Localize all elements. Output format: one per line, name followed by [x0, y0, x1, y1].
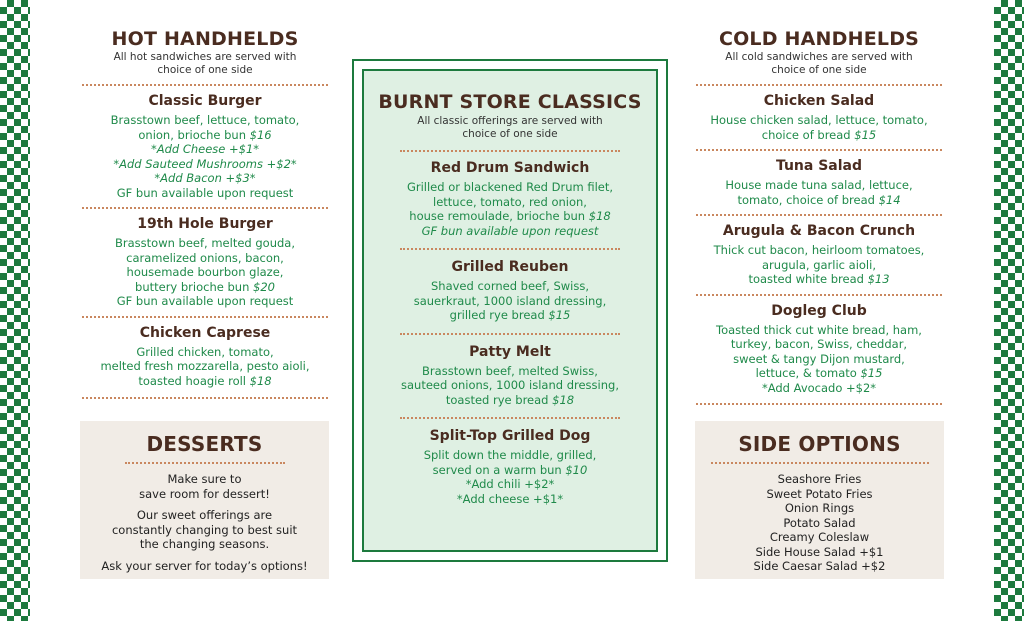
divider: [696, 214, 942, 216]
list-item: Side House Salad +$1: [755, 544, 884, 559]
cold-handhelds-title: COLD HANDHELDS: [718, 28, 920, 50]
side-options-box: [695, 421, 944, 579]
divider: [125, 462, 285, 464]
price: $18: [588, 209, 611, 223]
menu-item-chicken-salad: Chicken Salad House chicken salad, lettuce, tomato, choice of bread $15: [710, 93, 928, 142]
menu-item-19th-hole-burger: 19th Hole Burger Brasstown beef, melted gouda, caramelized onions, bacon, housemade bourbon glaze, buttery brioche bun $20 GF bun available upon request: [115, 216, 295, 308]
classics-title: BURNT STORE CLASSICS: [378, 91, 642, 113]
menu-item-chicken-caprese: Chicken Caprese Grilled chicken, tomato, melted fresh mozzarella, pesto aioli, toasted hoagie roll $18: [100, 324, 310, 388]
price: $20: [253, 279, 275, 294]
classics-subtitle: All classic offerings are served with choice of one side: [417, 115, 603, 140]
divider: [696, 149, 942, 151]
menu-item-tuna-salad: Tuna Salad House made tuna salad, lettuce, tomato, choice of bread $14: [725, 158, 913, 207]
menu-item-patty-melt: Patty Melt Brasstown beef, melted Swiss, sauteed onions, 1000 island dressing, toasted rye bread $18: [401, 343, 619, 407]
divider: [711, 462, 929, 464]
price: $15: [548, 308, 571, 322]
divider: [82, 84, 328, 86]
price: $16: [249, 127, 272, 142]
price: $15: [860, 366, 883, 380]
classics-section: [362, 69, 658, 552]
desserts-title: DESSERTS: [146, 432, 263, 456]
menu-item-arugula-bacon-crunch: Arugula & Bacon Crunch Thick cut bacon, heirloom tomatoes, arugula, garlic aioli, toasted white bread $13: [713, 223, 925, 286]
menu-item-red-drum-sandwich: Red Drum Sandwich Grilled or blackened Red Drum filet, lettuce, tomato, red onion, house remoulade, brioche bun $18 GF bun available upon request: [406, 160, 614, 238]
divider: [82, 316, 328, 318]
price: $18: [552, 392, 575, 407]
price: $10: [565, 462, 588, 477]
hot-handhelds-section: [80, 28, 330, 406]
divider: [82, 397, 328, 399]
price: $14: [878, 192, 901, 207]
divider: [400, 248, 620, 250]
hot-handhelds-title: HOT HANDHELDS: [111, 28, 299, 50]
checker-border-left: [0, 0, 30, 621]
side-options-title: SIDE OPTIONS: [738, 432, 901, 456]
menu-item-dogleg-club: Dogleg Club Toasted thick cut white bread, ham, turkey, bacon, Swiss, cheddar, sweet & tangy Dijon mustard, lettuce, & tomato $15 *Add Avocado +$2*: [716, 302, 922, 395]
menu-item-grilled-reuben: Grilled Reuben Shaved corned beef, Swiss, sauerkraut, 1000 island dressing, grilled rye bread $15: [413, 259, 607, 322]
price: $13: [867, 272, 890, 286]
checker-border-right: [994, 0, 1024, 621]
cold-handhelds-section: [694, 28, 944, 412]
price: $18: [249, 373, 272, 388]
list-item: Onion Rings: [784, 501, 855, 515]
divider: [696, 403, 942, 405]
list-item: Creamy Coleslaw: [769, 530, 870, 544]
menu-item-classic-burger: Classic Burger Brasstown beef, lettuce, tomato, onion, brioche bun $16 *Add Cheese +$1* *Add Sauteed Mushrooms +$2* *Add Bacon +$3* GF bun available upon request: [110, 93, 300, 200]
divider: [696, 84, 942, 86]
price: $15: [854, 127, 877, 142]
side-options-list: [695, 472, 944, 574]
cold-handhelds-subtitle: All cold sandwiches are served with choice of one side: [725, 51, 913, 76]
divider: [400, 417, 620, 419]
divider: [696, 294, 942, 296]
divider: [400, 150, 620, 152]
list-item: Side Caesar Salad +$2: [753, 559, 886, 573]
list-item: Sweet Potato Fries: [766, 486, 873, 501]
desserts-box: DESSERTS Make sure to save room for dessert! Our sweet offerings are constantly changing to best suit the changing seasons. Ask your server for today’s options!: [80, 421, 329, 579]
list-item: Potato Salad: [783, 515, 856, 530]
divider: [400, 333, 620, 335]
list-item: Seashore Fries: [777, 472, 862, 486]
menu-item-split-top-grilled-dog: Split-Top Grilled Dog Split down the middle, grilled, served on a warm bun $10 *Add chili +$2* *Add cheese +$1*: [423, 428, 597, 506]
divider: [82, 207, 328, 209]
hot-handhelds-subtitle: All hot sandwiches are served with choice of one side: [113, 51, 297, 76]
